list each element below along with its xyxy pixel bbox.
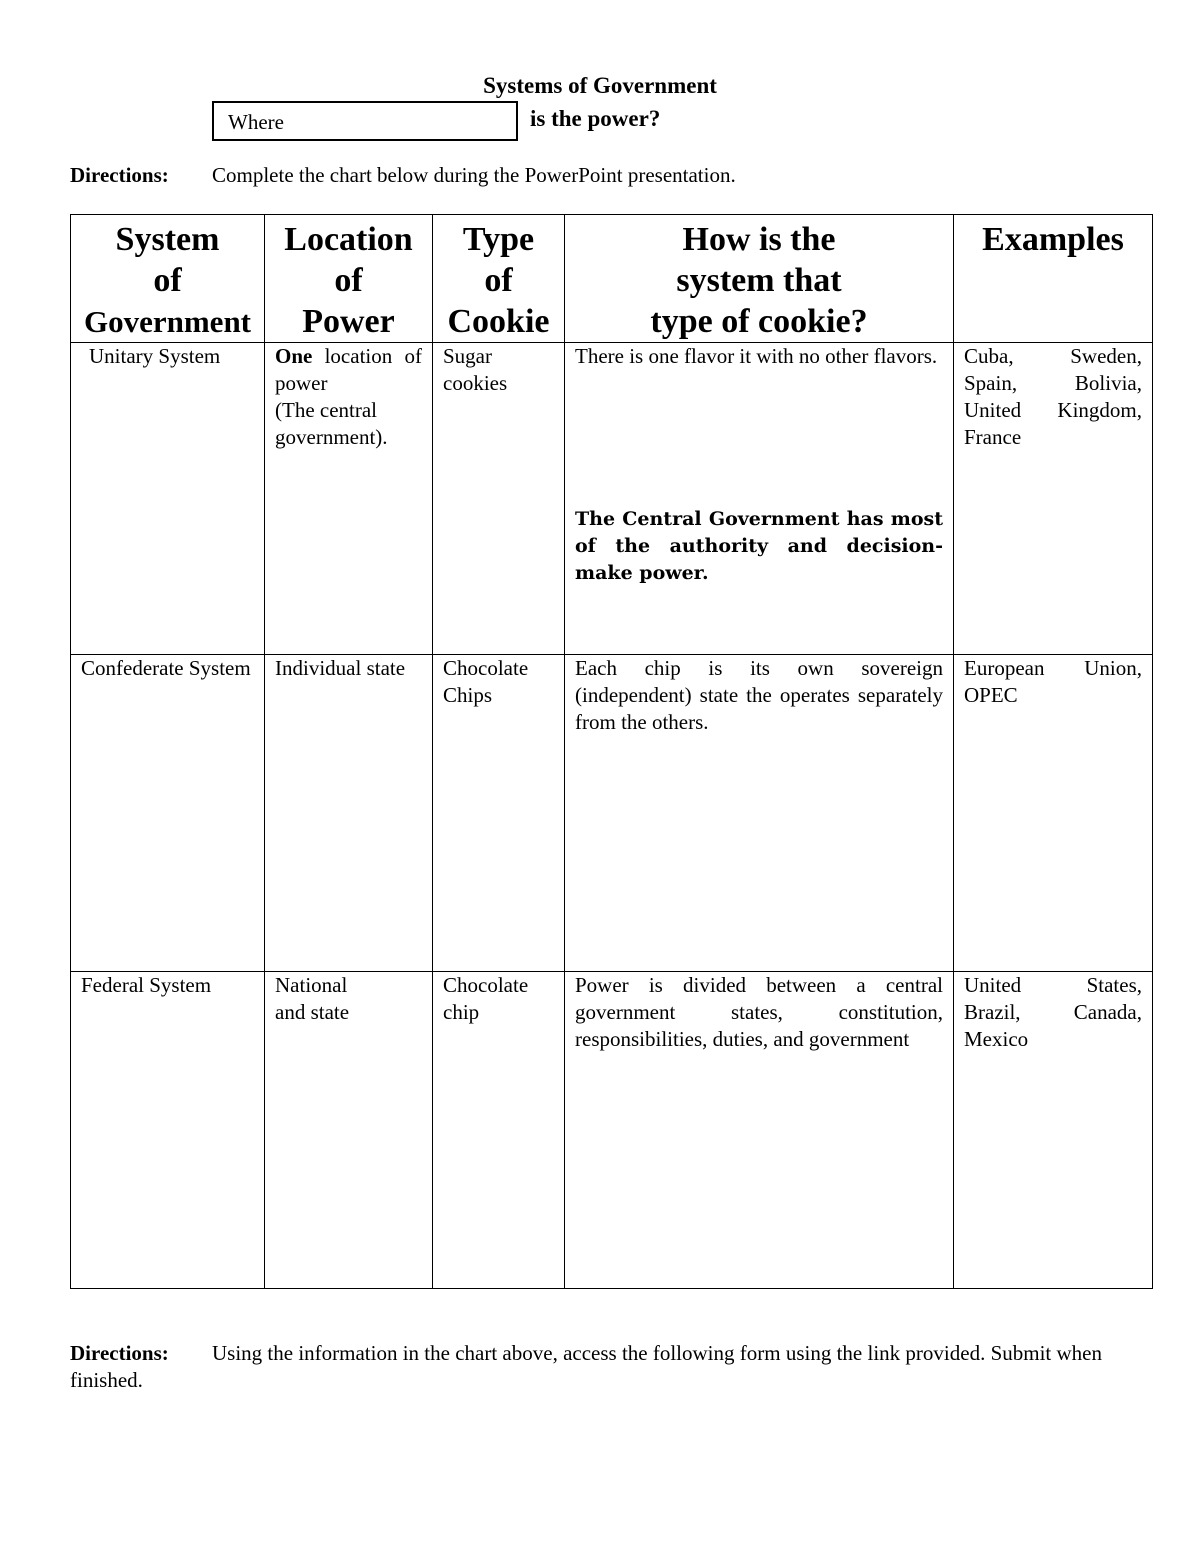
table-header-row [71,215,1153,343]
government-systems-table [70,214,1153,1289]
cell-location: One location of power (The central government). [265,343,433,655]
directions-bottom [70,1340,1150,1394]
cell-examples: United States, Brazil, Canada, Mexico [954,972,1153,1289]
cell-cookie: Sugar cookies [433,343,565,655]
cell-cookie: Chocolate chip [433,972,565,1289]
cell-location: Individual state [265,655,433,972]
cell-how: Each chip is its own sovereign (independent) state the operates separately from the others. [565,655,954,972]
header-examples: Examples [954,215,1153,343]
directions-top [70,162,736,189]
cell-location: National and state [265,972,433,1289]
directions-text: Complete the chart below during the PowerPoint presentation. [212,163,736,187]
title-continuation: is the power? [530,106,661,131]
header-location: Location of Power [265,215,433,343]
header-how: How is the system that type of cookie? [565,215,954,343]
cell-system: Confederate System [71,655,265,972]
header-cookie: Type of Cookie [433,215,565,343]
table-row-unitary [71,343,1153,655]
cell-examples: Cuba, Sweden, Spain, Bolivia, United Kingdom, France [954,343,1153,655]
cell-system: Federal System [71,972,265,1289]
table-row-confederate [71,655,1153,972]
cell-examples: European Union, OPEC [954,655,1153,972]
where-input-field[interactable]: Where [212,101,518,141]
cell-how: There is one flavor it with no other flavors. The Central Government has most of the authority and decision- make power. [565,343,954,655]
directions-label: Directions: [70,1341,169,1365]
directions-text: Using the information in the chart above, access the following form using the link provided. Submit when finished. [70,1341,1102,1392]
cell-system: Unitary System [71,343,265,655]
table-row-federal [71,972,1153,1289]
page-title: Systems of Government [483,73,717,98]
cell-how: Power is divided between a central government states, constitution, responsibilities, duties, and government [565,972,954,1289]
directions-label: Directions: [70,163,169,187]
cell-cookie: Chocolate Chips [433,655,565,972]
header-system: System of Government [71,215,265,343]
